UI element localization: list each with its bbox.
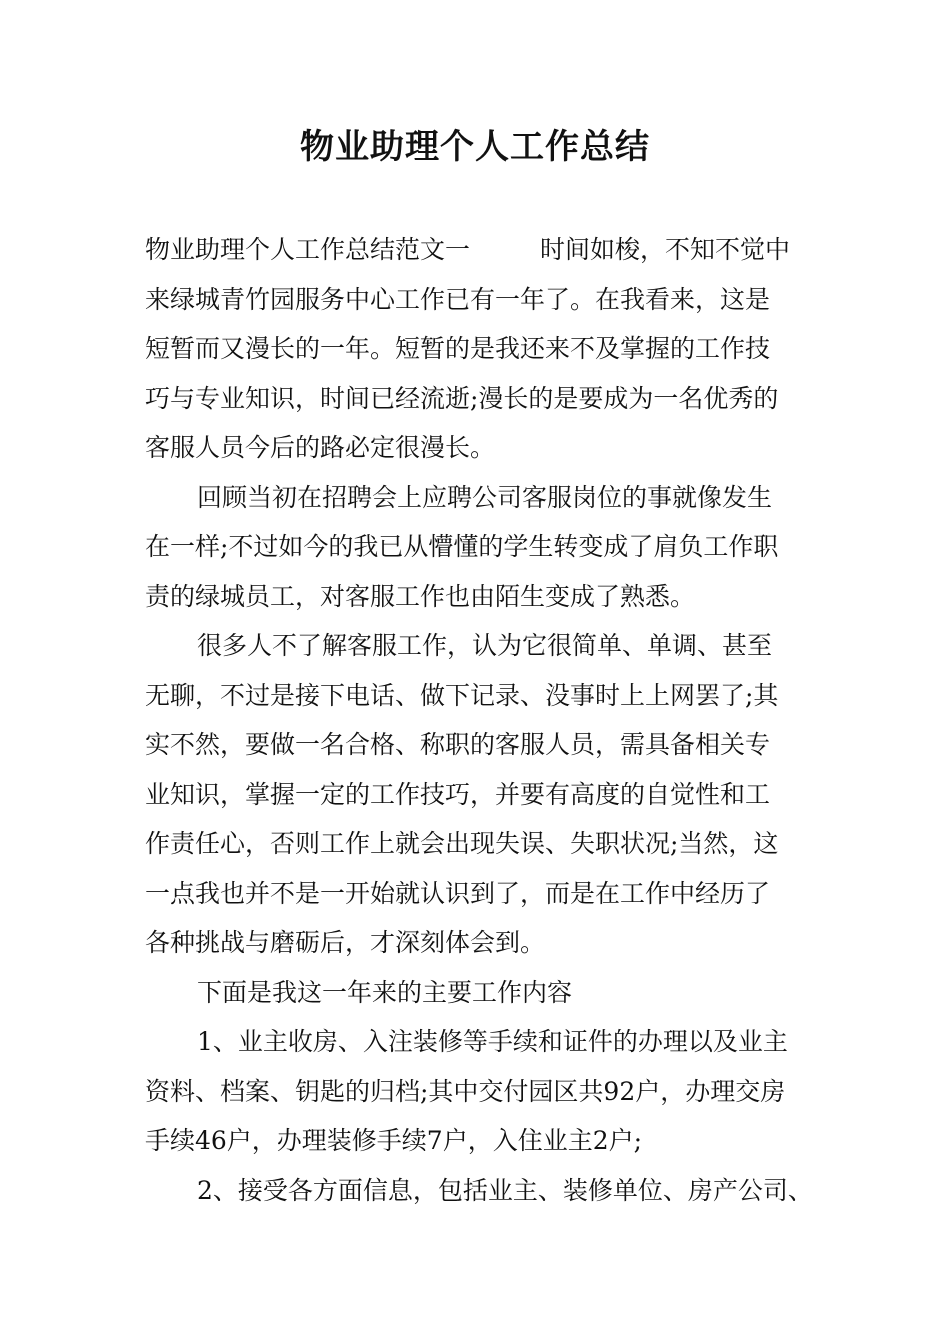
document-title: 物业助理个人工作总结 xyxy=(300,127,650,167)
paragraph-line: 巧与专业知识，时间已经流逝;漫长的是要成为一名优秀的 xyxy=(145,383,779,413)
document-body xyxy=(145,225,813,1215)
paragraph-line: 下面是我这一年来的主要工作内容 xyxy=(197,977,573,1007)
paragraph-line: 1、业主收房、入注装修等手续和证件的办理以及业主 xyxy=(197,1027,788,1056)
paragraph-line: 手续46户，办理装修手续7户，入住业主2户; xyxy=(145,1126,643,1155)
paragraph-line: 客服人员今后的路必定很漫长。 xyxy=(145,433,496,462)
paragraph-line: 实不然，要做一名合格、称职的客服人员，需具备相关专 xyxy=(145,730,771,759)
paragraph-line: 很多人不了解客服工作，认为它很简单、单调、甚至 xyxy=(197,631,773,660)
paragraph-line: 业知识，掌握一定的工作技巧，并要有高度的自觉性和工 xyxy=(145,779,771,809)
paragraph-line: 来绿城青竹园服务中心工作已有一年了。在我看来，这是 xyxy=(145,284,771,314)
paragraph-line: 无聊，不过是接下电话、做下记录、没事时上上网罢了;其 xyxy=(145,680,779,710)
paragraph-line: 一点我也并不是一开始就认识到了，而是在工作中经历了 xyxy=(145,878,771,908)
paragraph-line: 在一样;不过如今的我已从懵懂的学生转变成了肩负工作职 xyxy=(145,532,779,561)
paragraph-line xyxy=(145,225,809,275)
paragraph-line: 责的绿城员工，对客服工作也由陌生变成了熟悉。 xyxy=(145,581,696,611)
paragraph-line: 短暂而又漫长的一年。短暂的是我还来不及掌握的工作技 xyxy=(145,334,771,363)
paragraph-line: 作责任心，否则工作上就会出现失误、失职状况;当然，这 xyxy=(145,829,779,858)
paragraph-line: 资料、档案、钥匙的归档;其中交付园区共92户，办理交房 xyxy=(145,1076,786,1106)
paragraph-line: 各种挑战与磨砺后，才深刻体会到。 xyxy=(145,928,546,957)
paragraph-line: 2、接受各方面信息，包括业主、装修单位、房产公司、 xyxy=(197,1175,813,1205)
paragraph-text: 时间如梭，不知不觉中 xyxy=(540,235,791,264)
paragraph-line: 回顾当初在招聘会上应聘公司客服岗位的事就像发生 xyxy=(197,482,773,512)
inline-heading: 物业助理个人工作总结范文一 xyxy=(145,235,471,264)
